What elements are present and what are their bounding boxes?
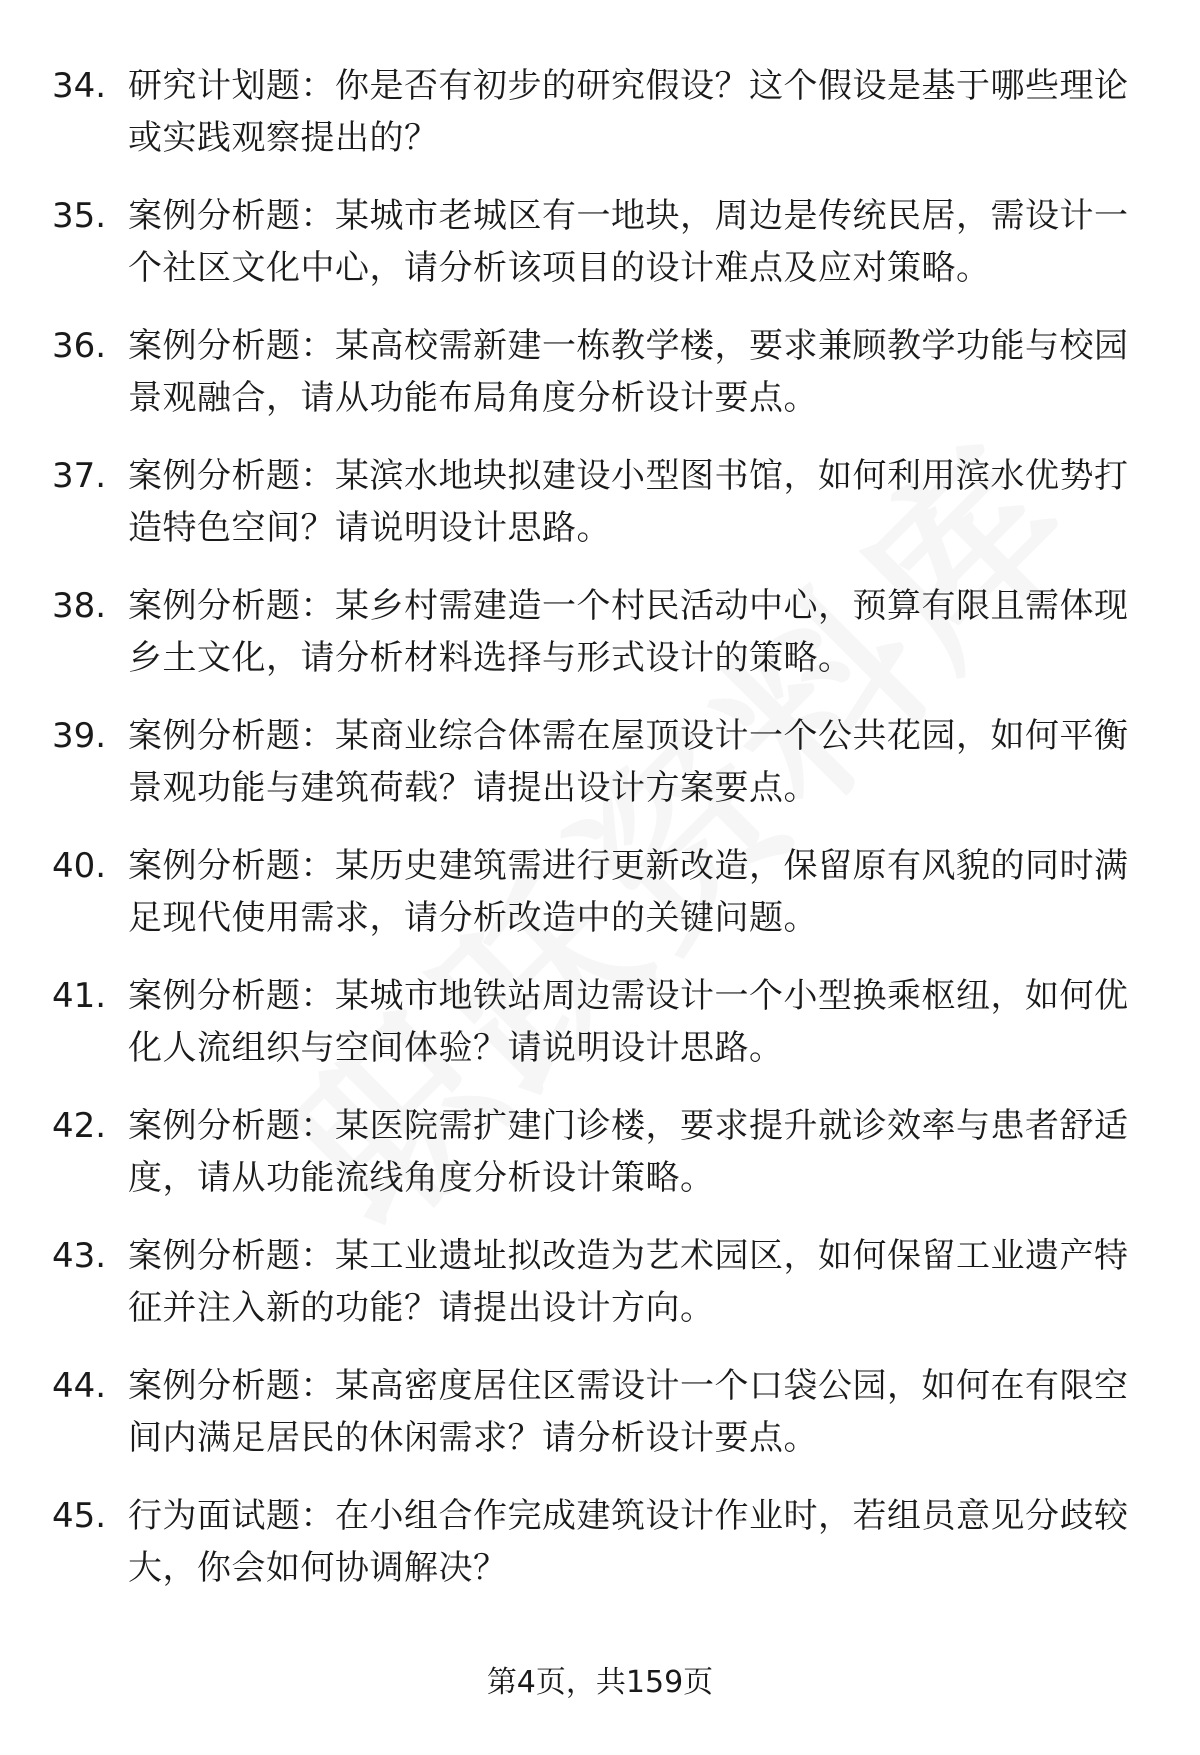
question-text: 案例分析题：某滨水地块拟建设小型图书馆，如何利用滨水优势打造特色空间？请说明设计思路。	[128, 456, 1129, 548]
question-text: 案例分析题：某城市地铁站周边需设计一个小型换乘枢纽，如何优化人流组织与空间体验？请说明设计思路。	[128, 976, 1129, 1068]
question-number: 43.	[52, 1236, 107, 1276]
question-item	[0, 1360, 1200, 1490]
question-list	[0, 60, 1200, 1620]
question-text: 研究计划题：你是否有初步的研究假设？这个假设是基于哪些理论或实践观察提出的？	[128, 66, 1129, 158]
question-number: 35.	[52, 196, 107, 236]
question-number: 41.	[52, 976, 107, 1016]
question-item	[0, 60, 1200, 190]
question-text: 案例分析题：某高校需新建一栋教学楼，要求兼顾教学功能与校园景观融合，请从功能布局角度分析设计要点。	[128, 326, 1129, 418]
question-text: 案例分析题：某乡村需建造一个村民活动中心，预算有限且需体现乡土文化，请分析材料选择与形式设计的策略。	[128, 586, 1129, 678]
question-number: 42.	[52, 1106, 107, 1146]
question-item	[0, 710, 1200, 840]
question-text: 案例分析题：某商业综合体需在屋顶设计一个公共花园，如何平衡景观功能与建筑荷载？请提出设计方案要点。	[128, 716, 1129, 808]
question-item	[0, 1490, 1200, 1620]
question-number: 34.	[52, 66, 107, 106]
question-item	[0, 190, 1200, 320]
question-text: 案例分析题：某高密度居住区需设计一个口袋公园，如何在有限空间内满足居民的休闲需求？请分析设计要点。	[128, 1366, 1129, 1458]
question-item	[0, 970, 1200, 1100]
question-number: 38.	[52, 586, 107, 626]
question-text: 案例分析题：某医院需扩建门诊楼，要求提升就诊效率与患者舒适度，请从功能流线角度分析设计策略。	[128, 1106, 1129, 1198]
question-item	[0, 580, 1200, 710]
page-footer: 第4页，共159页	[486, 1665, 714, 1700]
question-text: 案例分析题：某城市老城区有一地块，周边是传统民居，需设计一个社区文化中心，请分析该项目的设计难点及应对策略。	[128, 196, 1129, 288]
question-item	[0, 1230, 1200, 1360]
question-number: 40.	[52, 846, 107, 886]
question-item	[0, 320, 1200, 450]
question-number: 36.	[52, 326, 107, 366]
question-item	[0, 1100, 1200, 1230]
question-text: 行为面试题：在小组合作完成建筑设计作业时，若组员意见分歧较大，你会如何协调解决？	[128, 1496, 1129, 1588]
question-item	[0, 840, 1200, 970]
question-number: 37.	[52, 456, 107, 496]
question-number: 44.	[52, 1366, 107, 1406]
question-number: 45.	[52, 1496, 107, 1536]
question-text: 案例分析题：某历史建筑需进行更新改造，保留原有风貌的同时满足现代使用需求，请分析改造中的关键问题。	[128, 846, 1129, 938]
question-text: 案例分析题：某工业遗址拟改造为艺术园区，如何保留工业遗产特征并注入新的功能？请提出设计方向。	[128, 1236, 1129, 1328]
question-item	[0, 450, 1200, 580]
question-number: 39.	[52, 716, 107, 756]
